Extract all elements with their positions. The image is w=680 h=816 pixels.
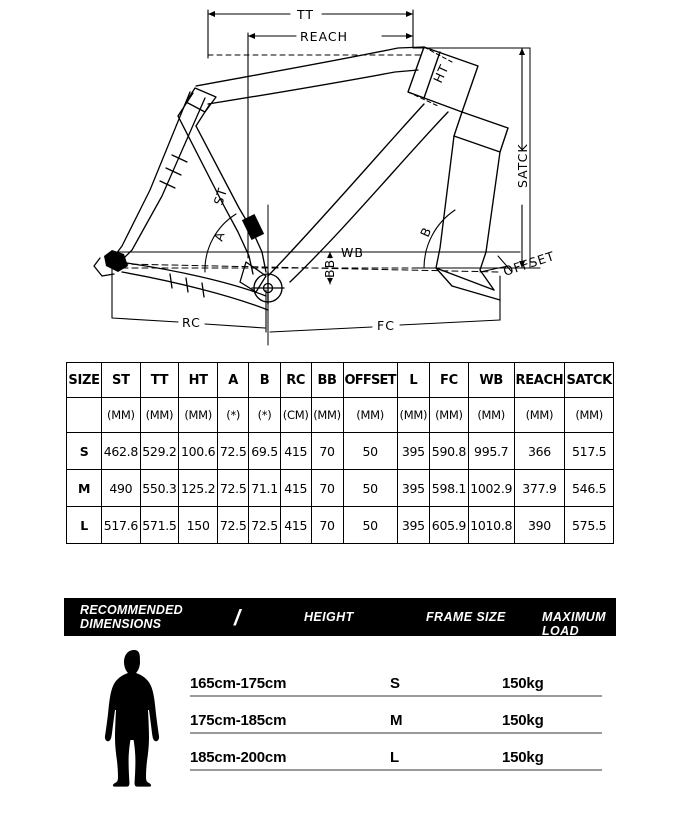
header-bb: BB (311, 363, 343, 398)
label-a: A (210, 229, 228, 243)
row-height: 165cm-175cm (190, 675, 287, 692)
angle-arc-a (205, 214, 236, 272)
cell-st: 490 (102, 470, 141, 507)
unit-b: (*) (249, 398, 281, 433)
table-row (67, 507, 614, 544)
cell-rc: 415 (280, 507, 311, 544)
recommended-dimensions-rows (190, 660, 602, 771)
cell-l: 395 (397, 507, 429, 544)
recommendation-row (190, 734, 602, 771)
slash-separator: / (234, 605, 241, 630)
seat-stay (116, 92, 205, 258)
cell-size: M (67, 470, 102, 507)
label-rc: RC (182, 315, 201, 330)
header-rc: RC (280, 363, 311, 398)
cell-a: 72.5 (218, 507, 249, 544)
table-unit-row (67, 398, 614, 433)
recommendation-row (190, 660, 602, 697)
unit-a: (*) (218, 398, 249, 433)
cell-reach: 390 (514, 507, 565, 544)
cell-reach: 377.9 (514, 470, 565, 507)
label-fc: FC (377, 318, 395, 333)
cell-ht: 125.2 (179, 470, 218, 507)
cell-offset: 50 (343, 507, 397, 544)
table-header-row (67, 363, 614, 398)
cell-ht: 100.6 (179, 433, 218, 470)
construction-lines (112, 48, 540, 345)
cell-b: 72.5 (249, 507, 281, 544)
header-l: L (397, 363, 429, 398)
row-frame-size: L (390, 749, 399, 766)
label-wb: WB (341, 245, 364, 260)
cell-tt: 529.2 (140, 433, 179, 470)
label-satck: SATCK (515, 143, 530, 188)
cell-fc: 598.1 (430, 470, 469, 507)
cell-a: 72.5 (218, 470, 249, 507)
label-reach: REACH (300, 29, 349, 44)
column-header-height: HEIGHT (304, 610, 354, 624)
row-height: 175cm-185cm (190, 712, 287, 729)
unit-rc: (CM) (280, 398, 311, 433)
header-tt: TT (140, 363, 179, 398)
unit-size (67, 398, 102, 433)
cell-satck: 546.5 (565, 470, 614, 507)
cell-b: 71.1 (249, 470, 281, 507)
unit-reach: (MM) (514, 398, 565, 433)
cell-wb: 1010.8 (468, 507, 514, 544)
unit-ht: (MM) (179, 398, 218, 433)
header-wb: WB (468, 363, 514, 398)
cell-satck: 517.5 (565, 433, 614, 470)
label-bb: BB (322, 258, 337, 278)
cell-st: 517.6 (102, 507, 141, 544)
cell-bb: 70 (311, 433, 343, 470)
cell-l: 395 (397, 433, 429, 470)
label-st: ST (210, 185, 231, 207)
row-max-load: 150kg (502, 749, 544, 766)
cell-reach: 366 (514, 433, 565, 470)
top-tube (196, 47, 424, 104)
header-reach: REACH (514, 363, 565, 398)
cell-size: S (67, 433, 102, 470)
label-offset: OFFSET (501, 248, 557, 279)
header-offset: OFFSET (343, 363, 397, 398)
cell-b: 69.5 (249, 433, 281, 470)
label-tt: TT (297, 7, 315, 22)
human-silhouette-icon (86, 648, 182, 788)
cell-offset: 50 (343, 470, 397, 507)
header-fc: FC (430, 363, 469, 398)
table-row (67, 433, 614, 470)
cell-offset: 50 (343, 433, 397, 470)
unit-offset: (MM) (343, 398, 397, 433)
cell-tt: 550.3 (140, 470, 179, 507)
unit-st: (MM) (102, 398, 141, 433)
unit-fc: (MM) (430, 398, 469, 433)
cell-tt: 571.5 (140, 507, 179, 544)
table-row (67, 470, 614, 507)
cell-bb: 70 (311, 507, 343, 544)
cell-wb: 995.7 (468, 433, 514, 470)
unit-satck: (MM) (565, 398, 614, 433)
cell-rc: 415 (280, 470, 311, 507)
bottom-bracket (252, 272, 284, 304)
header-a: A (218, 363, 249, 398)
cell-a: 72.5 (218, 433, 249, 470)
frame-geometry-diagram (0, 0, 680, 350)
cell-size: L (67, 507, 102, 544)
dimension-reach (248, 33, 413, 258)
cell-fc: 605.9 (430, 507, 469, 544)
cell-ht: 150 (179, 507, 218, 544)
unit-l: (MM) (397, 398, 429, 433)
column-header-frame-size: FRAME SIZE (426, 610, 506, 624)
header-st: ST (102, 363, 141, 398)
row-max-load: 150kg (502, 675, 544, 692)
recommended-dimensions-header (64, 598, 616, 636)
cell-wb: 1002.9 (468, 470, 514, 507)
cell-fc: 590.8 (430, 433, 469, 470)
recommended-dimensions-title (80, 603, 230, 631)
cell-l: 395 (397, 470, 429, 507)
label-ht: HT (430, 61, 452, 86)
row-frame-size: M (390, 712, 403, 729)
unit-tt: (MM) (140, 398, 179, 433)
header-ht: HT (179, 363, 218, 398)
geometry-table-container (66, 362, 614, 544)
row-max-load: 150kg (502, 712, 544, 729)
rec-title-line1: RECOMMENDED (80, 603, 183, 617)
cell-satck: 575.5 (565, 507, 614, 544)
rec-title-line2: DIMENSIONS (80, 617, 162, 631)
cell-st: 462.8 (102, 433, 141, 470)
cell-bb: 70 (311, 470, 343, 507)
row-height: 185cm-200cm (190, 749, 287, 766)
recommendation-row (190, 697, 602, 734)
unit-bb: (MM) (311, 398, 343, 433)
label-b: B (417, 224, 435, 240)
header-size: SIZE (67, 363, 102, 398)
unit-wb: (MM) (468, 398, 514, 433)
cell-rc: 415 (280, 433, 311, 470)
geometry-table (66, 362, 614, 544)
header-satck: SATCK (565, 363, 614, 398)
row-frame-size: S (390, 675, 400, 692)
header-b: B (249, 363, 281, 398)
column-header-max-load: MAXIMUM LOAD (542, 610, 606, 638)
